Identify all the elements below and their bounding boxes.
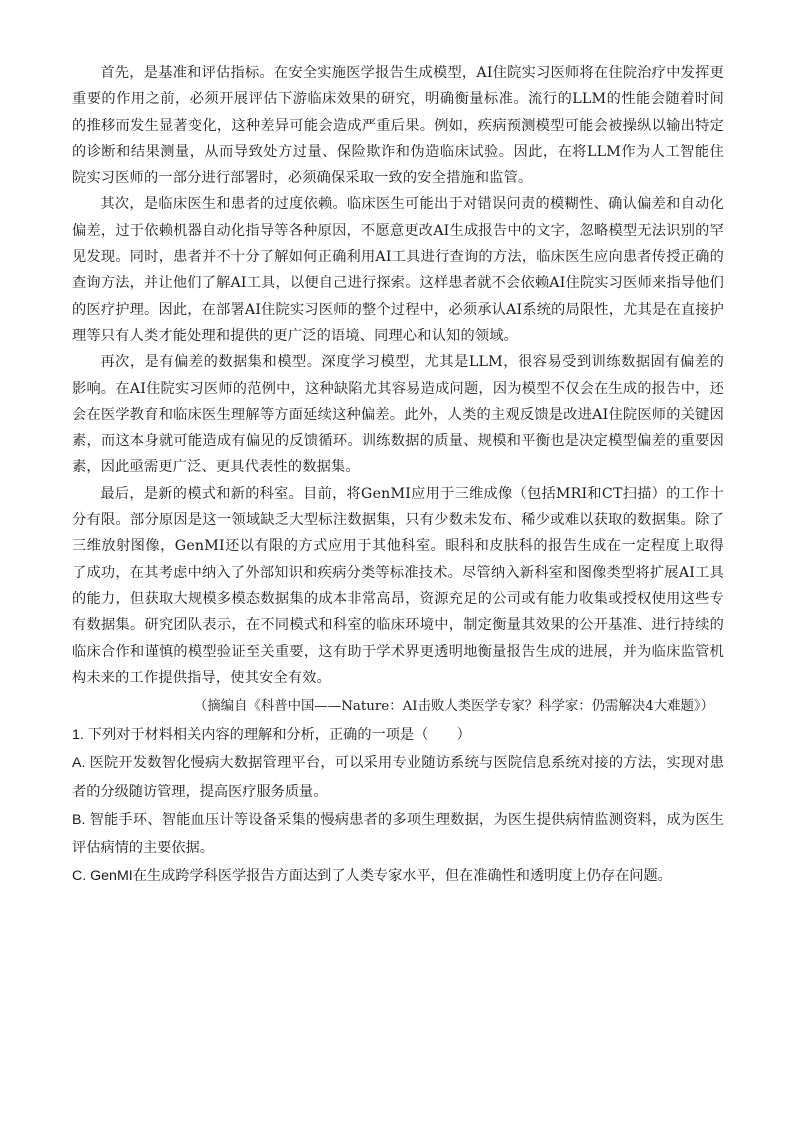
option-a: A. 医院开发数智化慢病大数据管理平台，可以采用专业随访系统与医院信息系统对接的方法，实现对患者的分级随访管理，提高医疗服务质量。 [72,755,724,800]
paragraph-new-modalities: 最后，是新的模式和新的科室。目前，将GenMI应用于三维成像（包括MRI和CT扫描）的工作十分有限。部分原因是这一领域缺乏大型标注数据集，只有少数未发布、稀少或难以获取的数据集。除了三维放射图像，GenMI还以有限的方式应用于其他科室。眼科和皮肤科的报告生成在一定程度上取得了成功，在其考虑中纳入了外部知识和疾病分类等标准技术。尽管纳入新科室和图像类型将扩展AI工具的能力，但获取大规模多模态数据集的成本非常高昂，资源充足的公司或有能力收集或授权使用这些专有数据集。研究团队表示，在不同模式和科室的临床环境中，制定衡量其效果的公开基准、进行持续的临床合作和谨慎的模型验证至关重要，这有助于学术界更透明地衡量报告生成的进展，并为临床监管机构未来的工作提供指导，使其安全有效。 [72,485,724,686]
paragraph-bias: 再次，是有偏差的数据集和模型。深度学习模型，尤其是LLM，很容易受到训练数据固有偏差的影响。在AI住院实习医师的范例中，这种缺陷尤其容易造成问题，因为模型不仅会在生成的报告中，还会在医学教育和临床医生理解等方面延续这种偏差。此外，人类的主观反馈是改进AI住院医师的关键因素，而这本身就可能造成有偏见的反馈循环。训练数据的质量、规模和平衡也是决定模型偏差的重要因素，因此亟需更广泛、更具代表性的数据集。 [72,354,724,476]
question-stem: 1. 下列对于材料相关内容的理解和分析，正确的一项是（ ） [72,727,471,744]
option-c: C. GenMI在生成跨学科医学报告方面达到了人类专家水平，但在准确性和透明度上仍存在问题。 [72,868,672,885]
paragraph-overreliance: 其次，是临床医生和患者的过度依赖。临床医生可能出于对错误问责的模糊性、确认偏差和自动化偏差，过于依赖机器自动化指导等各种原因，不愿意更改AI生成报告中的文字，忽略模型无法识别的罕见发现。同时，患者并不十分了解如何正确利用AI工具进行查询的方法，临床医生应向患者传授正确的查询方法，并让他们了解AI工具，以便自己进行探索。这样患者就不会依赖AI住院实习医师来指导他们的医疗护理。因此，在部署AI住院实习医师的整个过程中，必须承认AI系统的局限性，尤其是在直接护理等只有人类才能处理和提供的更广泛的语境、同理心和认知的领域。 [72,196,724,344]
paragraph-benchmarks: 首先，是基准和评估指标。在安全实施医学报告生成模型，AI住院实习医师将在住院治疗中发挥更重要的作用之前，必须开展评估下游临床效果的研究，明确衡量标准。流行的LLM的性能会随着时间的推移而发生显著变化，这种差异可能会造成严重后果。例如，疾病预测模型可能会被操纵以输出特定的诊断和结果测量，从而导致处方过量、保险欺诈和伪造临床试验。因此，在将LLM作为人工智能住院实习医师的一部分进行部署时，必须确保采取一致的安全措施和监管。 [72,65,724,187]
option-b: B. 智能手环、智能血压计等设备采集的慢病患者的多项生理数据，为医生提供病情监测资料，成为医生评估病情的主要依据。 [72,811,724,856]
document-page [72,60,724,890]
source-citation: （摘编自《科普中国——Nature：AI击败人类医学专家？科学家：仍需解决4大难题》） [193,699,714,715]
